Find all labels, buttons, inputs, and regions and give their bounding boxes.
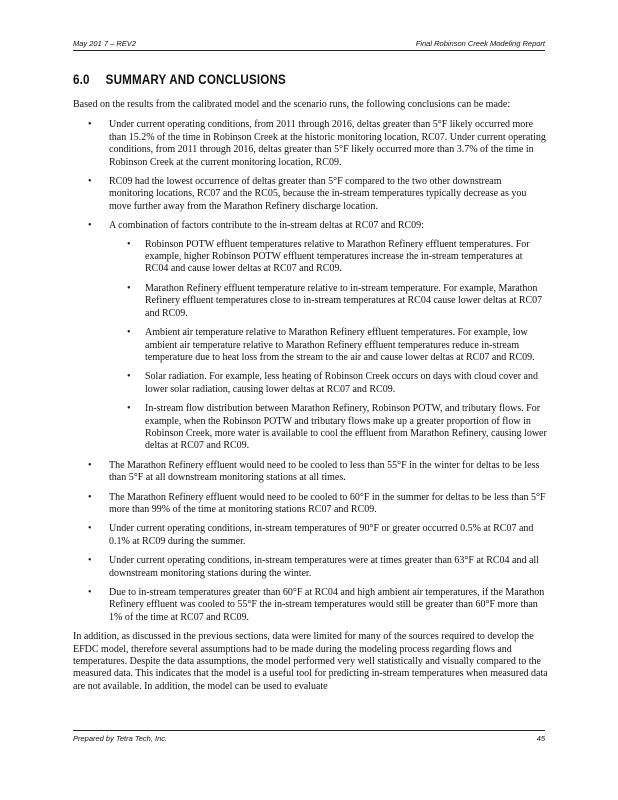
list-item-text: A combination of factors contribute to the in-stream deltas at RC07 and RC09: bbox=[109, 220, 424, 232]
factors-sublist bbox=[109, 239, 548, 453]
list-item: • Due to in-stream temperatures greater than 60°F at RC04 and high ambient air temperatures, if the Marathon Refinery effluent was cooled to 55°F the in-stream temperatures would still be greater than 60°F more than 1% of the time at RC07 and RC09. bbox=[73, 587, 548, 624]
list-item bbox=[73, 220, 548, 453]
list-item: • Under current operating conditions, from 2011 through 2016, deltas greater than 5°F likely occurred more than 15.2% of the time in Robinson Creek at the historic monitoring location, RC07. Under current operating conditions, from 2011 through 2016, deltas greater than 5°F likely occurred more than 3.7% of the time in Robinson Creek at the current monitoring location, RC09. bbox=[73, 119, 548, 169]
body-text bbox=[73, 99, 548, 701]
list-item: • Under current operating conditions, in-stream temperatures of 90°F or greater occurred 0.5% at RC07 and 0.1% at RC09 during the summer. bbox=[73, 523, 548, 548]
sublist-item: • Solar radiation. For example, less heating of Robinson Creek occurs on days with cloud cover and lower solar radiation, causing lower deltas at RC07 and RC09. bbox=[109, 371, 548, 396]
sublist-item: • Marathon Refinery effluent temperature relative to in-stream temperature. For example, Marathon Refinery effluent temperatures close to in-stream temperatures at RC04 cause lower deltas at RC07 and RC09. bbox=[109, 283, 548, 320]
footer-preparer: Prepared by Tetra Tech, Inc. bbox=[73, 734, 168, 743]
sublist-item: • Robinson POTW effluent temperatures relative to Marathon Refinery effluent temperatures. For example, higher Robinson POTW effluent temperatures increase the in-stream temperatures at RC04 and cause lower deltas at RC07 and RC09. bbox=[109, 239, 548, 276]
list-item: • RC09 had the lowest occurrence of deltas greater than 5°F compared to the two other downstream monitoring locations, RC07 and the RC05, because the in-stream temperatures typically decrease as you move further away from the Marathon Refinery discharge location. bbox=[73, 176, 548, 213]
header-rule bbox=[73, 50, 545, 51]
closing-paragraph: In addition, as discussed in the previous sections, data were limited for many of the sources required to develop the EFDC model, therefore several assumptions had to be made during the modeling process regarding flows and temperatures. Despite the data assumptions, the model performed very well statistically and visually compared to the measured data. This indicates that the model is a useful tool for predicting in-stream temperatures when measured data are not available. In addition, the model can be used to evaluate bbox=[73, 631, 548, 692]
running-header bbox=[73, 39, 545, 48]
section-heading bbox=[73, 72, 286, 87]
intro-paragraph: Based on the results from the calibrated model and the scenario runs, the following conclusions can be made: bbox=[73, 99, 511, 110]
sublist-item: • In-stream flow distribution between Marathon Refinery, Robinson POTW, and tributary flows. For example, when the Robinson POTW and tributary flows make up a greater proportion of flow in Robinson Creek, more water is available to cool the effluent from Marathon Refinery, causing lower deltas at RC07 and RC09. bbox=[109, 403, 548, 453]
list-item: • The Marathon Refinery effluent would need to be cooled to 60°F in the summer for deltas to be less than 5°F more than 99% of the time at monitoring stations RC07 and RC09. bbox=[73, 492, 548, 517]
list-item: • Under current operating conditions, in-stream temperatures were at times greater than 63°F at RC04 and all downstream monitoring stations during the winter. bbox=[73, 555, 548, 580]
page-number: 45 bbox=[536, 734, 545, 743]
running-footer bbox=[73, 734, 545, 743]
header-date-revision: May 201 7 – REV2 bbox=[73, 39, 136, 48]
conclusions-list bbox=[73, 119, 548, 624]
section-number: 6.0 bbox=[73, 72, 90, 87]
header-report-title: Final Robinson Creek Modeling Report bbox=[415, 39, 545, 48]
footer-rule bbox=[73, 730, 545, 731]
list-item: • The Marathon Refinery effluent would need to be cooled to less than 55°F in the winter for deltas to be less than 5°F at all downstream monitoring stations at all times. bbox=[73, 460, 548, 485]
section-title: SUMMARY AND CONCLUSIONS bbox=[105, 72, 286, 87]
sublist-item: • Ambient air temperature relative to Marathon Refinery effluent temperatures. For example, low ambient air temperature relative to Marathon Refinery effluent temperatures reduce in-stream temperature due to heat loss from the stream to the air and cause lower deltas at RC07 and RC09. bbox=[109, 327, 548, 364]
